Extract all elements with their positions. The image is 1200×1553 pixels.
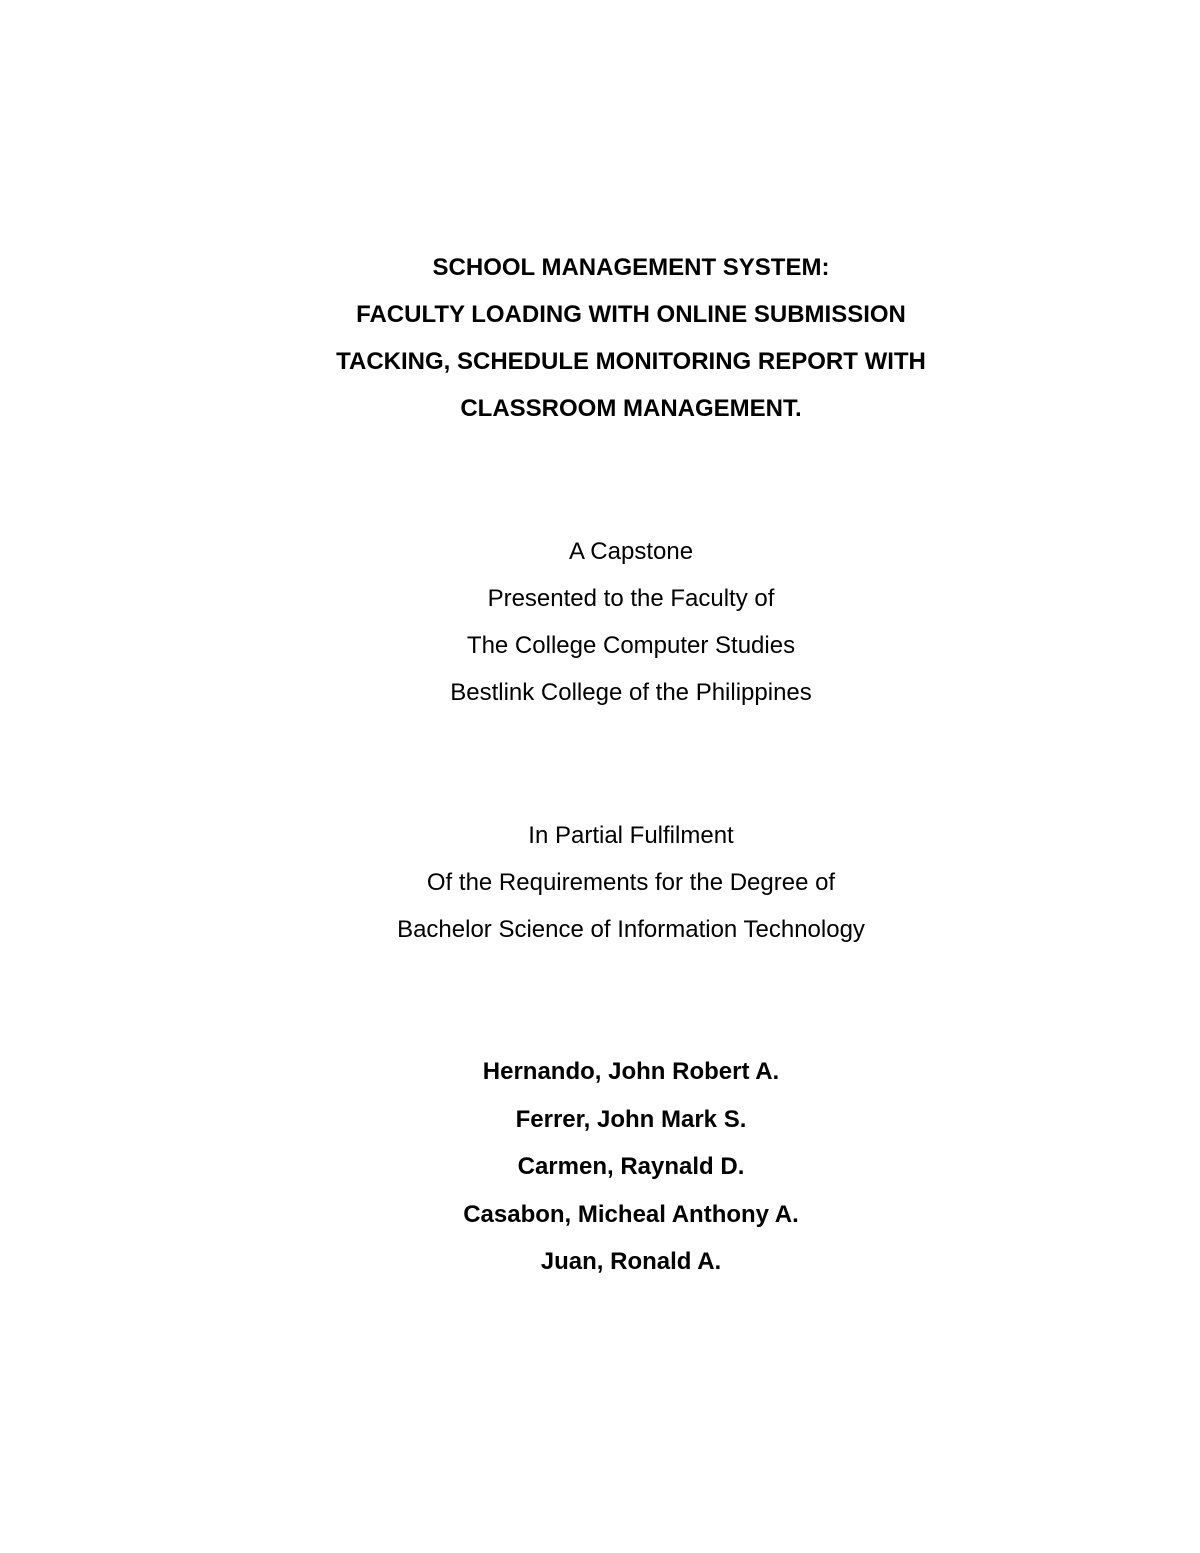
title-line: FACULTY LOADING WITH ONLINE SUBMISSION bbox=[356, 301, 906, 328]
title-line: SCHOOL MANAGEMENT SYSTEM: bbox=[432, 254, 830, 281]
author-name: Juan, Ronald A. bbox=[540, 1248, 722, 1275]
fulfilment-line: Of the Requirements for the Degree of bbox=[426, 869, 836, 896]
author-name: Ferrer, John Mark S. bbox=[515, 1105, 747, 1133]
author-list bbox=[0, 1048, 1200, 1286]
presentation-line: Bestlink College of the Philippines bbox=[450, 679, 812, 706]
author-name: Carmen, Raynald D. bbox=[517, 1153, 745, 1180]
fulfilment-statement bbox=[0, 812, 1200, 953]
fulfilment-line: Bachelor Science of Information Technology bbox=[397, 916, 865, 943]
presentation-statement bbox=[0, 528, 1200, 716]
thesis-title bbox=[0, 244, 1200, 432]
title-line: CLASSROOM MANAGEMENT. bbox=[460, 395, 802, 422]
fulfilment-line: In Partial Fulfilment bbox=[528, 822, 734, 849]
author-name: Hernando, John Robert A. bbox=[482, 1058, 780, 1085]
presentation-line: A Capstone bbox=[568, 538, 694, 565]
author-name: Casabon, Micheal Anthony A. bbox=[463, 1200, 799, 1228]
presentation-line: The College Computer Studies bbox=[466, 632, 796, 659]
presentation-line: Presented to the Faculty of bbox=[487, 585, 775, 612]
title-line: TACKING, SCHEDULE MONITORING REPORT WITH bbox=[336, 348, 926, 375]
